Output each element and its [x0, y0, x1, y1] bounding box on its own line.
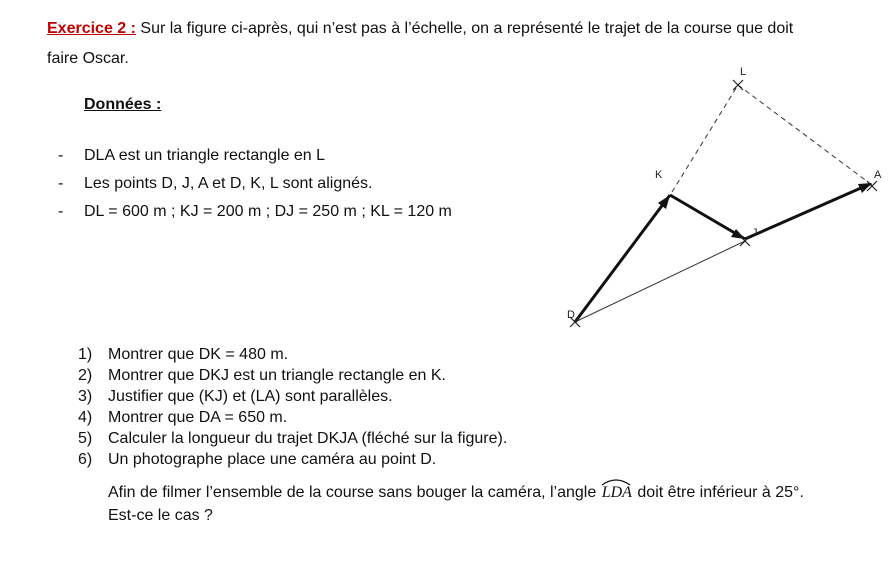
data-item: - DLA est un triangle rectangle en L	[58, 147, 326, 164]
path-DK	[575, 195, 670, 322]
exercise-intro: Sur la figure ci-après, qui n’est pas à l’échelle, on a représenté le trajet de la course que doit	[140, 20, 794, 37]
question-list	[78, 344, 507, 470]
question-item: 4) Montrer que DA = 650 m.	[78, 409, 288, 426]
label-K: K	[655, 169, 663, 181]
question6-detail: Afin de filmer l’ensemble de la course sans bouger la caméra, l’angle LDA doit être inférieur à 25°.	[108, 484, 804, 502]
path-KJ	[670, 195, 745, 239]
segment-LA	[738, 85, 872, 185]
data-item: - Les points D, J, A et D, K, L sont alignés.	[58, 175, 373, 192]
question-item: 6) Un photographe place une caméra au point D.	[78, 451, 437, 468]
label-J: J	[752, 227, 758, 239]
point-mark-L	[733, 80, 743, 90]
question-item: 5) Calculer la longueur du trajet DKJA (fléché sur la figure).	[78, 430, 508, 447]
question-item: 3) Justifier que (KJ) et (LA) sont parallèles.	[78, 388, 393, 405]
question-item: 2) Montrer que DKJ est un triangle rectangle en K.	[78, 367, 446, 384]
angle-notation: LDA	[601, 484, 633, 502]
path-JA	[745, 184, 870, 239]
segment-DJ	[575, 241, 745, 322]
label-L: L	[740, 66, 747, 78]
data-heading: Données :	[84, 96, 162, 113]
label-D: D	[567, 309, 575, 321]
question6-ask: Est-ce le cas ?	[108, 507, 213, 524]
label-A: A	[874, 169, 882, 181]
angle-arc-icon	[601, 478, 631, 486]
exercise-intro-continued: faire Oscar.	[47, 50, 129, 67]
exercise-label: Exercice 2 :	[47, 20, 136, 37]
question-item: 1) Montrer que DK = 480 m.	[78, 346, 289, 363]
data-item: - DL = 600 m ; KJ = 200 m ; DJ = 250 m ; KL = 120 m	[58, 203, 452, 220]
segment-KL	[672, 85, 738, 192]
